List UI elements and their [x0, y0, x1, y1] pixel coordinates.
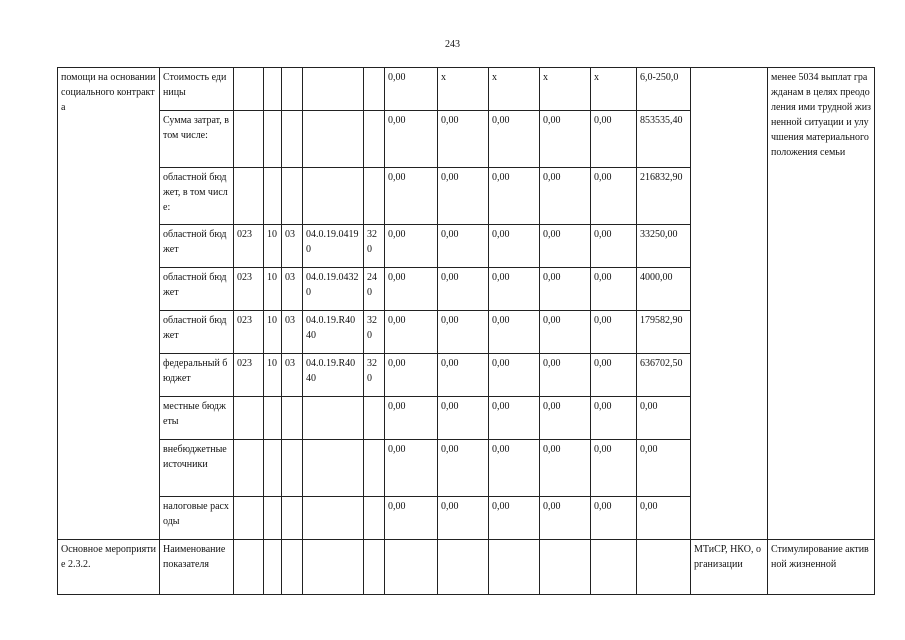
value-2021: 0,00	[438, 311, 489, 354]
kbk-pr	[282, 440, 303, 497]
kbk-vr: 320	[364, 354, 385, 397]
executor-cell: МТиСР, НКО, организации	[691, 540, 768, 595]
row-label: областной бюджет	[160, 225, 234, 268]
value-2024: 0,00	[591, 268, 637, 311]
kbk-vr: 320	[364, 311, 385, 354]
value-2020: 0,00	[385, 354, 438, 397]
value-2024: 0,00	[591, 497, 637, 540]
kbk-vr	[364, 68, 385, 111]
kbk-pr: 03	[282, 311, 303, 354]
row-label: федеральный бюджет	[160, 354, 234, 397]
kbk-grbs: 023	[234, 311, 264, 354]
value-2022: 0,00	[489, 440, 540, 497]
kbk-pr	[282, 168, 303, 225]
kbk-rz	[264, 111, 282, 168]
value-2024: 0,00	[591, 111, 637, 168]
value-2023: 0,00	[540, 225, 591, 268]
kbk-vr	[364, 440, 385, 497]
value-2021: 0,00	[438, 268, 489, 311]
value-2024: 0,00	[591, 225, 637, 268]
row-label: Стоимость единицы	[160, 68, 234, 111]
value-2024: х	[591, 68, 637, 111]
value-2020: 0,00	[385, 311, 438, 354]
kbk-pr	[282, 397, 303, 440]
kbk-pr: 03	[282, 268, 303, 311]
value-2020: 0,00	[385, 397, 438, 440]
kbk-pr	[282, 68, 303, 111]
kbk-pr: 03	[282, 354, 303, 397]
value-2021: 0,00	[438, 111, 489, 168]
kbk-csr	[303, 168, 364, 225]
kbk-grbs	[234, 497, 264, 540]
kbk-grbs: 023	[234, 225, 264, 268]
value-total: 636702,50	[637, 354, 691, 397]
value-total: 4000,00	[637, 268, 691, 311]
kbk-grbs	[234, 440, 264, 497]
value-2021: 0,00	[438, 354, 489, 397]
kbk-rz: 10	[264, 225, 282, 268]
expected-result-cell: менее 5034 выплат гражданам в целях преодоления ими трудной жизненной ситуации и улучшения материального положения семьи	[768, 68, 875, 540]
value-total: 0,00	[637, 397, 691, 440]
value-2023: 0,00	[540, 497, 591, 540]
kbk-csr	[303, 497, 364, 540]
kbk-csr: 04.0.19.04190	[303, 225, 364, 268]
kbk-grbs	[234, 68, 264, 111]
kbk-csr	[303, 440, 364, 497]
value-2020: 0,00	[385, 440, 438, 497]
executor-cell	[691, 68, 768, 540]
value-2021: х	[438, 68, 489, 111]
measure-name-cell: помощи на основании социального контракта	[58, 68, 160, 540]
value-2023: 0,00	[540, 440, 591, 497]
kbk-grbs	[234, 111, 264, 168]
kbk-csr: 04.0.19.R4040	[303, 354, 364, 397]
value-2023: 0,00	[540, 397, 591, 440]
row-label: областной бюджет, в том числе:	[160, 168, 234, 225]
kbk-vr: 240	[364, 268, 385, 311]
row-label: Сумма затрат, в том числе:	[160, 111, 234, 168]
kbk-rz	[264, 497, 282, 540]
value-2020: 0,00	[385, 497, 438, 540]
kbk-grbs: 023	[234, 354, 264, 397]
value-2020: 0,00	[385, 225, 438, 268]
empty-cell	[364, 540, 385, 595]
kbk-vr: 320	[364, 225, 385, 268]
value-2024: 0,00	[591, 311, 637, 354]
kbk-csr: 04.0.19.R4040	[303, 311, 364, 354]
value-2020: 0,00	[385, 111, 438, 168]
value-2024: 0,00	[591, 354, 637, 397]
expected-result-cell: Стимулирование активной жизненной	[768, 540, 875, 595]
value-2020: 0,00	[385, 168, 438, 225]
empty-cell	[438, 540, 489, 595]
value-2022: 0,00	[489, 111, 540, 168]
value-2021: 0,00	[438, 440, 489, 497]
value-2021: 0,00	[438, 168, 489, 225]
value-2023: 0,00	[540, 268, 591, 311]
kbk-rz: 10	[264, 354, 282, 397]
kbk-pr: 03	[282, 225, 303, 268]
value-2024: 0,00	[591, 440, 637, 497]
kbk-vr	[364, 497, 385, 540]
kbk-csr	[303, 111, 364, 168]
value-total: 216832,90	[637, 168, 691, 225]
value-2021: 0,00	[438, 397, 489, 440]
value-2024: 0,00	[591, 397, 637, 440]
kbk-grbs	[234, 168, 264, 225]
value-2022: 0,00	[489, 311, 540, 354]
kbk-rz	[264, 68, 282, 111]
empty-cell	[637, 540, 691, 595]
empty-cell	[591, 540, 637, 595]
value-2023: х	[540, 68, 591, 111]
empty-cell	[540, 540, 591, 595]
kbk-csr	[303, 397, 364, 440]
value-2023: 0,00	[540, 311, 591, 354]
value-2023: 0,00	[540, 111, 591, 168]
value-2024: 0,00	[591, 168, 637, 225]
kbk-vr	[364, 168, 385, 225]
kbk-grbs	[234, 397, 264, 440]
budget-table	[57, 67, 875, 595]
empty-cell	[385, 540, 438, 595]
value-total: 179582,90	[637, 311, 691, 354]
measure-name-cell: Основное мероприятие 2.3.2.	[58, 540, 160, 595]
value-total: 33250,00	[637, 225, 691, 268]
empty-cell	[303, 540, 364, 595]
value-2022: 0,00	[489, 268, 540, 311]
empty-cell	[264, 540, 282, 595]
kbk-vr	[364, 111, 385, 168]
value-total: 853535,40	[637, 111, 691, 168]
table-row	[58, 68, 875, 111]
empty-cell	[234, 540, 264, 595]
row-label: внебюджетные источники	[160, 440, 234, 497]
empty-cell	[282, 540, 303, 595]
kbk-csr	[303, 68, 364, 111]
kbk-rz: 10	[264, 268, 282, 311]
kbk-rz	[264, 168, 282, 225]
value-2022: 0,00	[489, 225, 540, 268]
value-total: 0,00	[637, 497, 691, 540]
value-2022: 0,00	[489, 354, 540, 397]
value-total: 0,00	[637, 440, 691, 497]
row-label: Наименование показателя	[160, 540, 234, 595]
row-label: областной бюджет	[160, 311, 234, 354]
value-2021: 0,00	[438, 225, 489, 268]
page-number: 243	[445, 39, 460, 50]
value-2022: х	[489, 68, 540, 111]
value-2021: 0,00	[438, 497, 489, 540]
table-row	[58, 540, 875, 595]
value-2023: 0,00	[540, 168, 591, 225]
kbk-rz: 10	[264, 311, 282, 354]
kbk-rz	[264, 397, 282, 440]
empty-cell	[489, 540, 540, 595]
value-2023: 0,00	[540, 354, 591, 397]
row-label: местные бюджеты	[160, 397, 234, 440]
value-2022: 0,00	[489, 497, 540, 540]
value-2020: 0,00	[385, 268, 438, 311]
row-label: областной бюджет	[160, 268, 234, 311]
value-2022: 0,00	[489, 397, 540, 440]
value-2020: 0,00	[385, 68, 438, 111]
kbk-rz	[264, 440, 282, 497]
kbk-vr	[364, 397, 385, 440]
kbk-pr	[282, 111, 303, 168]
row-label: налоговые расходы	[160, 497, 234, 540]
kbk-csr: 04.0.19.04320	[303, 268, 364, 311]
value-2022: 0,00	[489, 168, 540, 225]
kbk-grbs: 023	[234, 268, 264, 311]
value-total: 6,0-250,0	[637, 68, 691, 111]
kbk-pr	[282, 497, 303, 540]
